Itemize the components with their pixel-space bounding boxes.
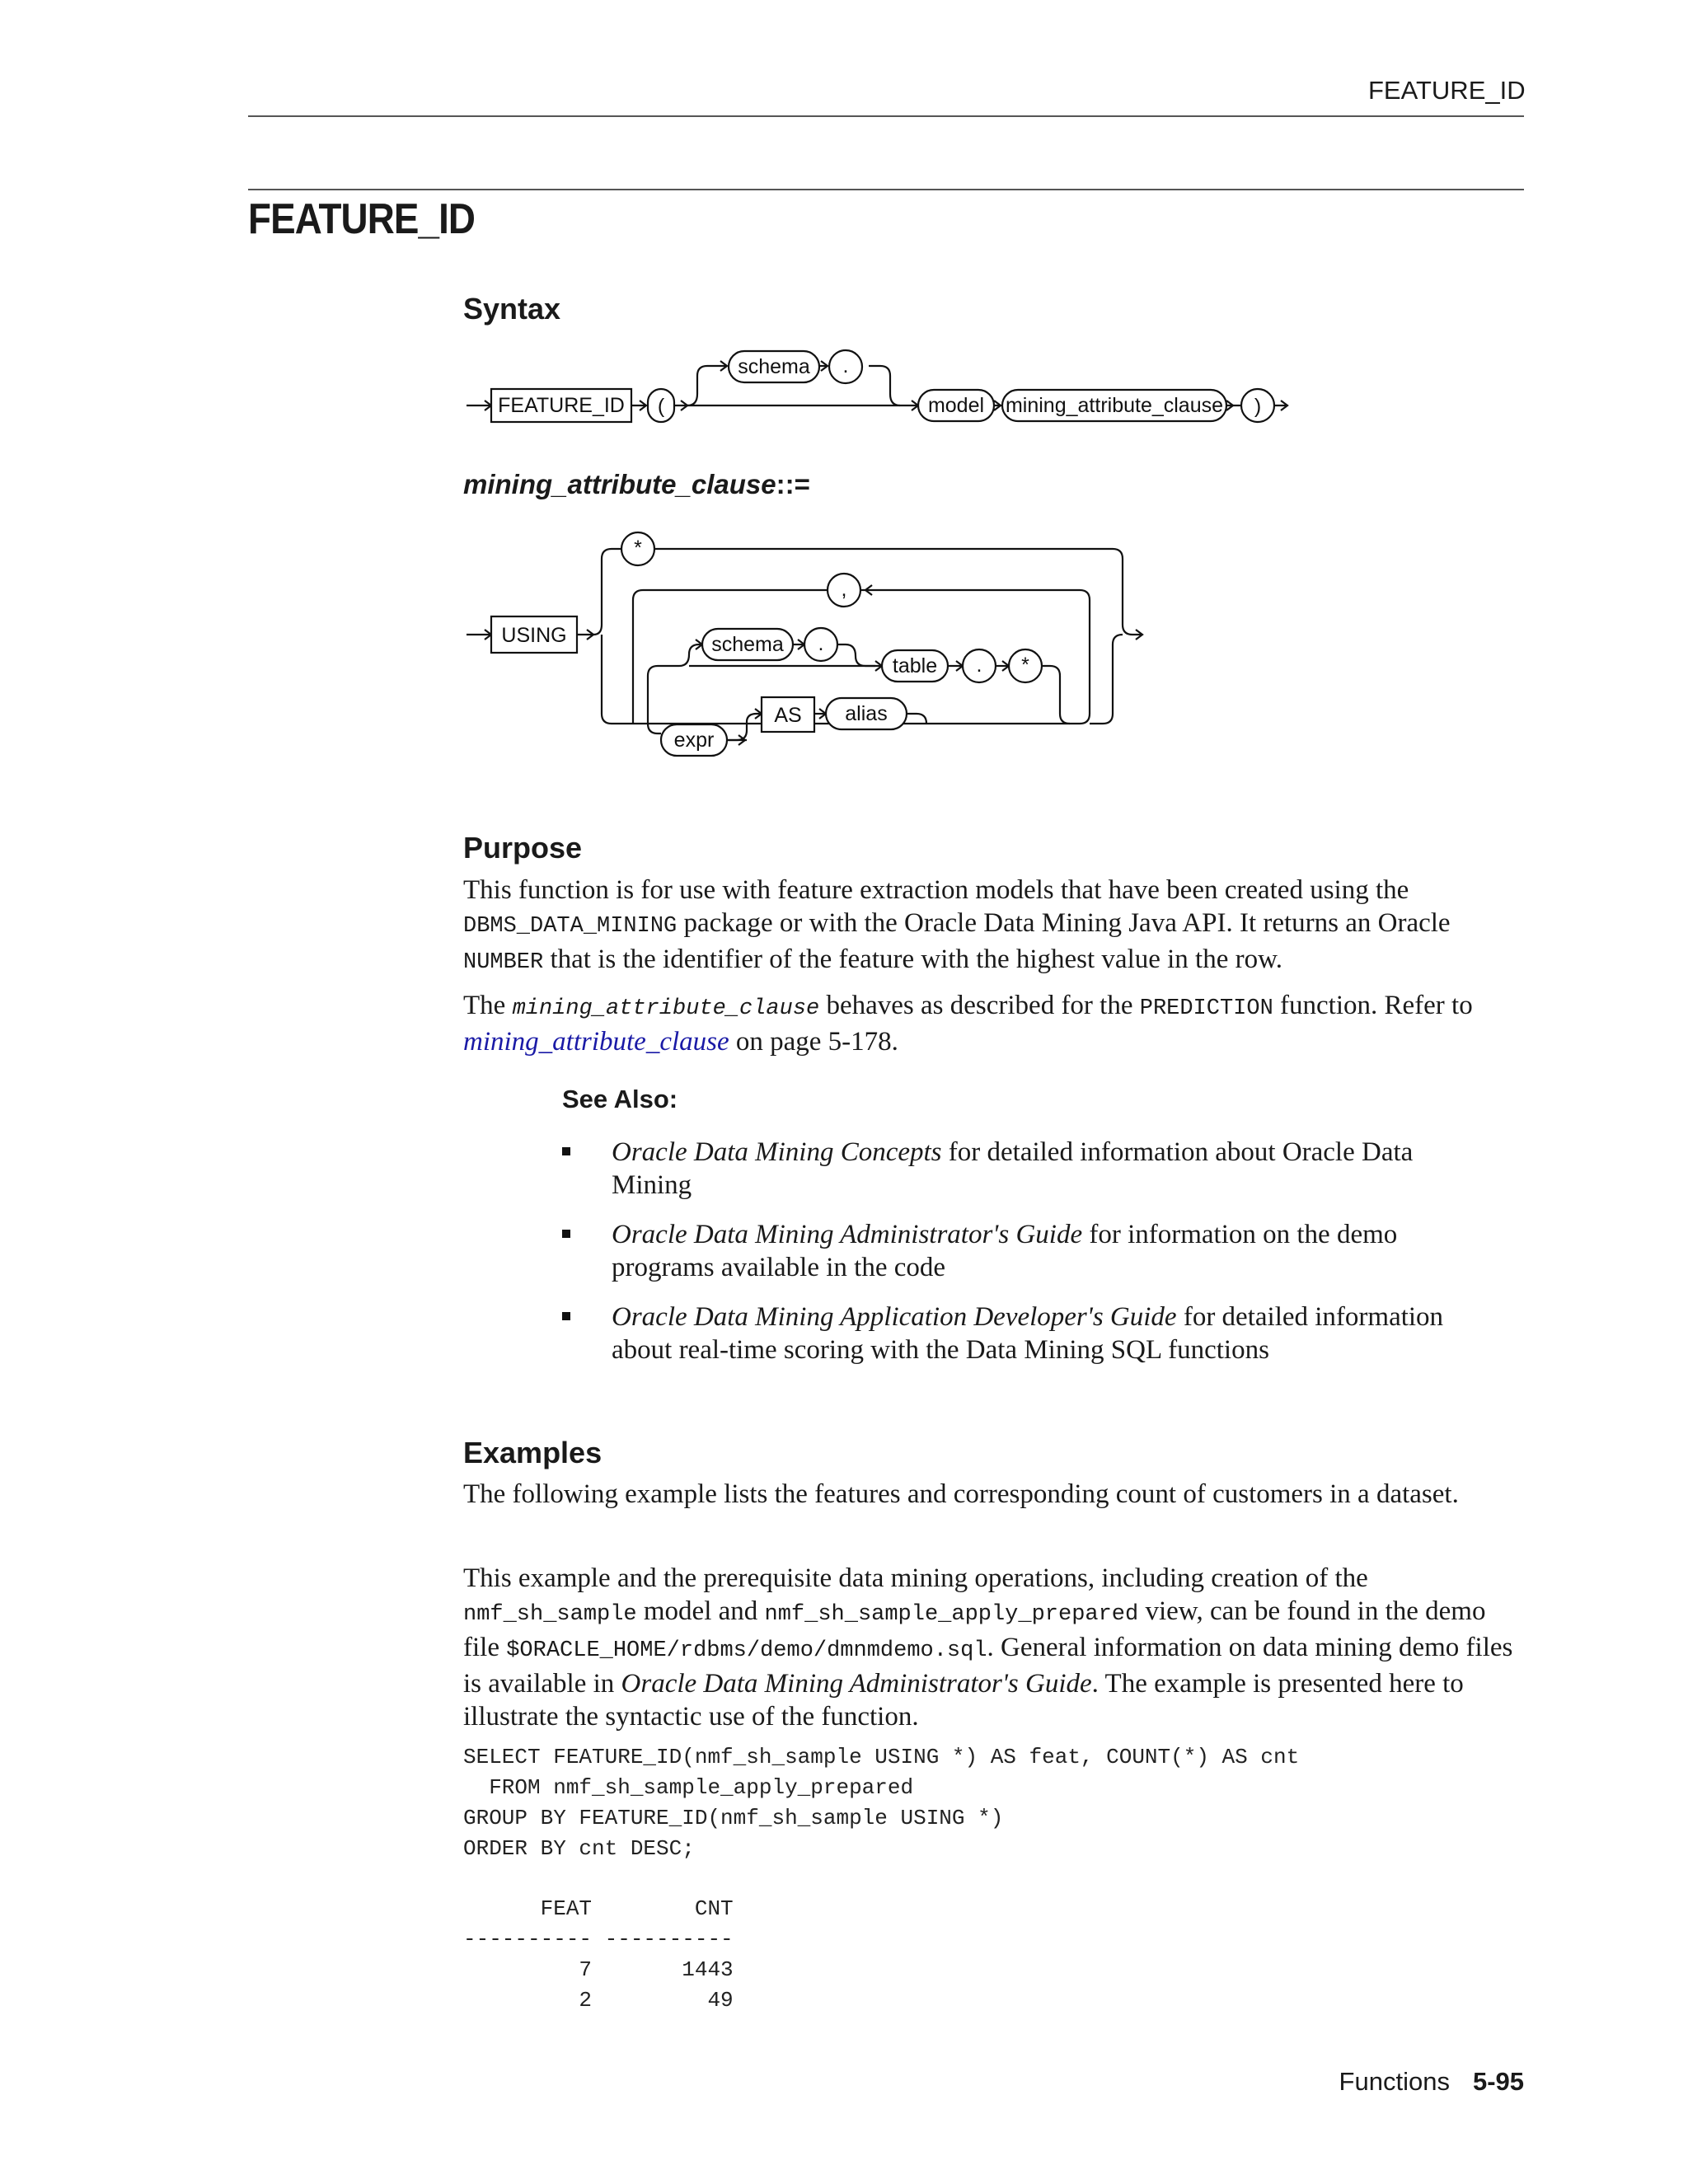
feature-id-label: FEATURE_ID (498, 394, 625, 417)
mining-attribute-clause-link[interactable]: mining_attribute_clause (463, 1027, 729, 1057)
schema-label-2: schema (711, 633, 784, 656)
purpose-heading: Purpose (463, 831, 583, 865)
dot2-label: . (976, 654, 982, 677)
table-label: table (892, 654, 938, 677)
clause-label: mining_attribute_clause (1005, 394, 1224, 417)
bullet-icon (562, 1230, 570, 1238)
syntax-heading: Syntax (463, 292, 561, 326)
lparen-label: ( (657, 395, 665, 418)
examples-paragraph-1: The following example lists the features and corresponding count of customers in a dataset. (463, 1479, 1459, 1509)
query-result: FEAT CNT ---------- ---------- 7 1443 2 49 (463, 1896, 734, 2013)
page-number: 5-95 (1472, 2067, 1524, 2096)
alias-label: alias (845, 702, 888, 725)
page-title: FEATURE_ID (248, 195, 476, 243)
header-rule (248, 115, 1524, 117)
bullet-icon (562, 1312, 570, 1320)
star2-label: * (1021, 654, 1029, 677)
using-label: USING (501, 624, 567, 647)
examples-paragraph-2: This example and the prerequisite data mining operations, including creation of the nmf_sh_sample model and nmf_sh_sample_apply_prepared view, can be found in the demo file $ORACLE_HOME/rdbms/demo/dmnmdemo.sql. General information on data mining demo files is available in Oracle Data Mining Administrator's Guide. The example is presented here to illustrate the syntactic use of the function. (463, 1563, 1513, 1732)
purpose-paragraph-1: This function is for use with feature extraction models that have been created using the DBMS_DATA_MINING package or with the Oracle Data Mining Java API. It returns an Oracle NUMBER that is the identifier of the feature with the highest value in the row. (463, 875, 1451, 975)
title-rule (248, 189, 1524, 190)
comma-label: , (841, 578, 847, 601)
examples-heading: Examples (463, 1436, 603, 1469)
running-header: FEATURE_ID (1368, 76, 1526, 105)
dot1-label: . (818, 632, 824, 655)
bullet-icon (562, 1147, 570, 1155)
model-label: model (927, 394, 985, 417)
clause-diagram (462, 527, 1154, 791)
dot-label: . (842, 354, 849, 377)
schema-label: schema (738, 355, 810, 378)
rparen-label: ) (1254, 395, 1262, 418)
expr-label: expr (673, 729, 715, 752)
syntax-diagram (462, 346, 1302, 437)
star-label: * (634, 537, 642, 560)
page-footer (1236, 2067, 1524, 2097)
clause-heading: mining_attribute_clause::= (463, 469, 810, 499)
as-label: AS (774, 704, 802, 727)
sql-code-block: SELECT FEATURE_ID(nmf_sh_sample USING *) AS feat, COUNT(*) AS cnt FROM nmf_sh_sample_apply_prepared GROUP BY FEATURE_ID(nmf_sh_sample USING *) ORDER BY cnt DESC; (463, 1745, 1300, 1861)
footer-section: Functions (1339, 2067, 1450, 2096)
purpose-paragraph-2: The mining_attribute_clause behaves as described for the PREDICTION function. Refer to mining_attribute_clause on page 5-178. (463, 991, 1473, 1057)
see-also-heading: See Also: (562, 1085, 678, 1113)
